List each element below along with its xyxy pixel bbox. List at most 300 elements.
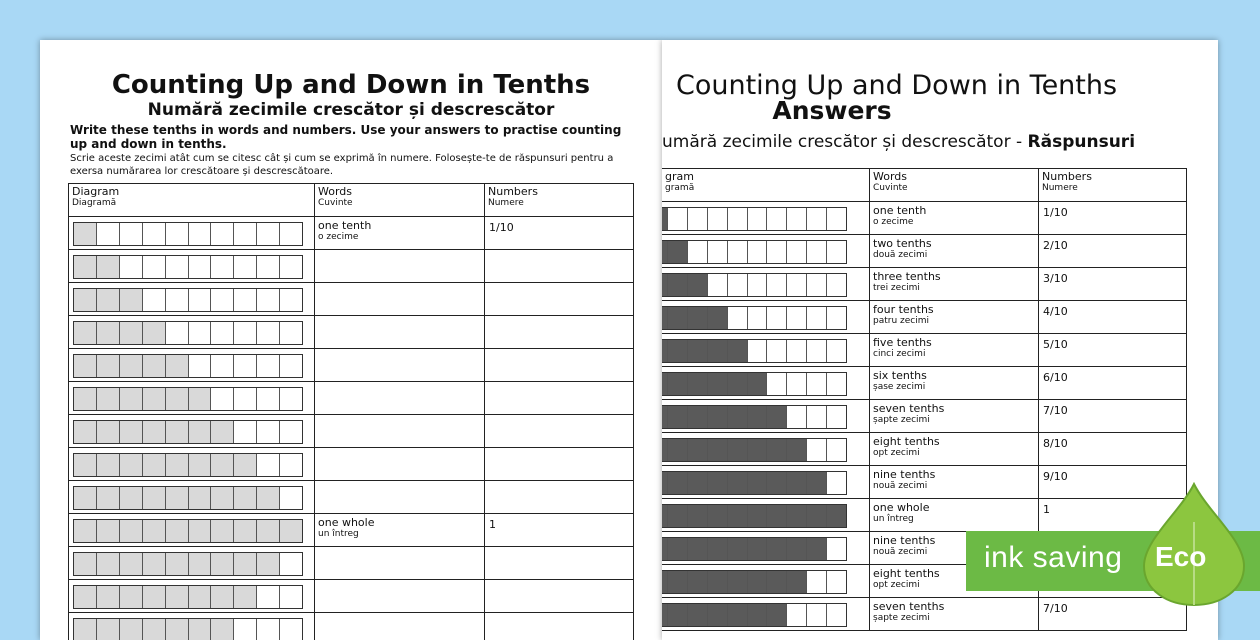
tenth-segment-filled bbox=[120, 553, 143, 575]
tenth-segment-filled bbox=[234, 553, 257, 575]
tenth-segment-filled bbox=[728, 505, 748, 527]
tenth-segment-filled bbox=[143, 322, 166, 344]
tenth-segment-empty bbox=[280, 454, 302, 476]
tenth-segment-empty bbox=[807, 439, 827, 461]
table-row bbox=[69, 580, 634, 613]
words-cell[interactable] bbox=[870, 433, 1039, 466]
number-answer: 3/10 bbox=[1043, 272, 1183, 285]
words-cell[interactable] bbox=[870, 598, 1039, 631]
words-cell[interactable] bbox=[870, 268, 1039, 301]
words-cell[interactable] bbox=[870, 400, 1039, 433]
tenths-bar bbox=[73, 387, 303, 411]
tenth-segment-filled bbox=[767, 505, 787, 527]
tenth-segment-filled bbox=[120, 586, 143, 608]
tenth-segment-filled bbox=[728, 571, 748, 593]
tenth-segment-filled bbox=[166, 355, 189, 377]
numbers-cell[interactable] bbox=[1039, 433, 1187, 466]
numbers-cell[interactable] bbox=[485, 250, 634, 283]
tenth-segment-empty bbox=[807, 274, 827, 296]
tenth-segment-empty bbox=[234, 289, 257, 311]
tenth-segment-empty bbox=[280, 553, 302, 575]
numbers-cell[interactable] bbox=[1039, 202, 1187, 235]
tenths-bar bbox=[73, 486, 303, 510]
tenth-segment-filled bbox=[668, 439, 688, 461]
number-answer: 1/10 bbox=[489, 221, 630, 234]
tenth-segment-filled bbox=[234, 520, 257, 542]
eco-label: Eco bbox=[1155, 541, 1206, 573]
numbers-header bbox=[485, 184, 634, 217]
words-cell[interactable] bbox=[315, 283, 485, 316]
tenth-segment-empty bbox=[280, 256, 302, 278]
tenth-segment-filled bbox=[97, 289, 120, 311]
tenth-segment-filled bbox=[234, 586, 257, 608]
tenth-segment-filled bbox=[74, 388, 97, 410]
tenth-segment-filled bbox=[166, 586, 189, 608]
tenth-segment-filled bbox=[708, 505, 728, 527]
tenth-segment-filled bbox=[688, 340, 708, 362]
number-answer: 1 bbox=[489, 518, 630, 531]
tenth-segment-empty bbox=[787, 604, 807, 626]
tenths-bar bbox=[73, 585, 303, 609]
words-cell[interactable] bbox=[870, 466, 1039, 499]
words-cell[interactable] bbox=[315, 250, 485, 283]
tenth-segment-empty bbox=[688, 208, 708, 230]
word-answer-romanian: opt zecimi bbox=[873, 448, 1035, 458]
tenths-bar bbox=[73, 321, 303, 345]
table-row bbox=[662, 367, 1187, 400]
table-row bbox=[662, 235, 1187, 268]
tenths-bar bbox=[662, 603, 847, 627]
tenth-segment-empty bbox=[827, 406, 846, 428]
table-row bbox=[662, 598, 1187, 631]
word-answer: five tenths bbox=[873, 336, 1035, 349]
words-cell[interactable] bbox=[315, 514, 485, 547]
word-answer-romanian: șapte zecimi bbox=[873, 613, 1035, 623]
tenths-bar bbox=[73, 420, 303, 444]
tenth-segment-filled bbox=[688, 373, 708, 395]
numbers-cell[interactable] bbox=[485, 415, 634, 448]
tenth-segment-empty bbox=[767, 340, 787, 362]
header-diagram-en: gram bbox=[665, 171, 866, 183]
diagram-cell bbox=[662, 400, 870, 433]
tenth-segment-empty bbox=[234, 256, 257, 278]
tenth-segment-filled bbox=[668, 472, 688, 494]
tenth-segment-empty bbox=[234, 223, 257, 245]
diagram-cell bbox=[69, 547, 315, 580]
tenth-segment-filled bbox=[668, 538, 688, 560]
words-cell[interactable] bbox=[315, 481, 485, 514]
tenth-segment-filled bbox=[120, 289, 143, 311]
answers-subtitle: Answers bbox=[662, 97, 1002, 125]
words-cell[interactable] bbox=[315, 613, 485, 640]
tenth-segment-empty bbox=[767, 274, 787, 296]
tenth-segment-empty bbox=[143, 289, 166, 311]
numbers-cell[interactable] bbox=[1039, 367, 1187, 400]
tenth-segment-filled bbox=[807, 505, 827, 527]
numbers-cell[interactable] bbox=[485, 580, 634, 613]
tenth-segment-filled bbox=[688, 538, 708, 560]
tenth-segment-filled bbox=[120, 388, 143, 410]
word-answer-romanian: un întreg bbox=[873, 514, 1035, 524]
worksheet-title: Counting Up and Down in Tenths bbox=[40, 70, 662, 100]
word-answer: seven tenths bbox=[873, 402, 1035, 415]
tenth-segment-empty bbox=[257, 355, 280, 377]
words-cell[interactable] bbox=[315, 448, 485, 481]
word-answer: seven tenths bbox=[873, 600, 1035, 613]
word-answer-romanian: cinci zecimi bbox=[873, 349, 1035, 359]
tenth-segment-empty bbox=[120, 256, 143, 278]
tenths-bar bbox=[73, 255, 303, 279]
header-words-ro: Cuvinte bbox=[318, 198, 481, 208]
tenth-segment-filled bbox=[74, 256, 97, 278]
tenth-segment-empty bbox=[257, 454, 280, 476]
tenth-segment-filled bbox=[688, 274, 708, 296]
tenth-segment-filled bbox=[708, 406, 728, 428]
header-words-en: Words bbox=[873, 171, 1035, 183]
word-answer-romanian: nouă zecimi bbox=[873, 547, 1035, 557]
tenth-segment-empty bbox=[767, 241, 787, 263]
tenth-segment-filled bbox=[668, 241, 688, 263]
word-answer: three tenths bbox=[873, 270, 1035, 283]
tenth-segment-filled bbox=[74, 553, 97, 575]
tenth-segment-empty bbox=[827, 571, 846, 593]
tenth-segment-empty bbox=[189, 322, 212, 344]
tenth-segment-filled bbox=[120, 421, 143, 443]
tenth-segment-filled bbox=[166, 454, 189, 476]
tenth-segment-filled bbox=[708, 604, 728, 626]
subtitle-ro-prefix: umără zecimile crescător și descrescător - bbox=[662, 132, 1028, 152]
worksheet-questions bbox=[40, 40, 662, 640]
tenth-segment-empty bbox=[807, 307, 827, 329]
diagram-cell bbox=[69, 349, 315, 382]
answers-table bbox=[68, 183, 634, 640]
diagram-cell bbox=[662, 565, 870, 598]
word-answer-romanian: trei zecimi bbox=[873, 283, 1035, 293]
numbers-cell[interactable] bbox=[1039, 268, 1187, 301]
number-answer: 7/10 bbox=[1043, 602, 1183, 615]
header-numbers-en: Numbers bbox=[1042, 171, 1183, 183]
tenth-segment-empty bbox=[767, 208, 787, 230]
diagram-cell bbox=[662, 499, 870, 532]
tenth-segment-filled bbox=[211, 586, 234, 608]
tenth-segment-empty bbox=[189, 355, 212, 377]
table-row bbox=[69, 250, 634, 283]
tenth-segment-filled bbox=[767, 571, 787, 593]
words-cell[interactable] bbox=[315, 217, 485, 250]
words-header bbox=[870, 169, 1039, 202]
words-cell[interactable] bbox=[315, 316, 485, 349]
numbers-cell[interactable] bbox=[485, 547, 634, 580]
tenth-segment-filled bbox=[767, 439, 787, 461]
diagram-cell bbox=[69, 283, 315, 316]
words-cell[interactable] bbox=[315, 349, 485, 382]
words-cell[interactable] bbox=[870, 235, 1039, 268]
tenth-segment-empty bbox=[97, 223, 120, 245]
diagram-cell bbox=[662, 433, 870, 466]
word-answer: two tenths bbox=[873, 237, 1035, 250]
tenth-segment-filled bbox=[257, 487, 280, 509]
word-answer-romanian: două zecimi bbox=[873, 250, 1035, 260]
word-answer-romanian: un întreg bbox=[318, 529, 481, 539]
tenth-segment-filled bbox=[120, 355, 143, 377]
tenth-segment-empty bbox=[748, 208, 768, 230]
tenth-segment-filled bbox=[280, 520, 302, 542]
tenth-segment-filled bbox=[143, 586, 166, 608]
tenth-segment-empty bbox=[143, 256, 166, 278]
tenths-bar bbox=[73, 222, 303, 246]
tenth-segment-filled bbox=[97, 388, 120, 410]
tenth-segment-filled bbox=[688, 571, 708, 593]
tenth-segment-empty bbox=[748, 307, 768, 329]
tenth-segment-filled bbox=[708, 307, 728, 329]
tenth-segment-empty bbox=[728, 307, 748, 329]
words-cell[interactable] bbox=[315, 580, 485, 613]
numbers-cell[interactable] bbox=[485, 613, 634, 640]
tenth-segment-filled bbox=[211, 454, 234, 476]
tenth-segment-filled bbox=[668, 373, 688, 395]
words-cell[interactable] bbox=[870, 367, 1039, 400]
number-answer: 7/10 bbox=[1043, 404, 1183, 417]
tenth-segment-empty bbox=[787, 307, 807, 329]
header-numbers-ro: Numere bbox=[1042, 183, 1183, 193]
tenth-segment-empty bbox=[211, 388, 234, 410]
diagram-cell bbox=[69, 250, 315, 283]
header-numbers-en: Numbers bbox=[488, 186, 630, 198]
tenth-segment-filled bbox=[74, 421, 97, 443]
tenth-segment-filled bbox=[234, 487, 257, 509]
tenth-segment-filled bbox=[748, 472, 768, 494]
word-answer: one whole bbox=[318, 516, 481, 529]
word-answer-romanian: șapte zecimi bbox=[873, 415, 1035, 425]
table-row bbox=[69, 349, 634, 382]
tenth-segment-filled bbox=[143, 520, 166, 542]
tenth-segment-filled bbox=[189, 454, 212, 476]
tenth-segment-filled bbox=[688, 472, 708, 494]
diagram-cell bbox=[69, 514, 315, 547]
tenth-segment-empty bbox=[807, 373, 827, 395]
tenth-segment-filled bbox=[97, 355, 120, 377]
word-answer: six tenths bbox=[873, 369, 1035, 382]
tenth-segment-empty bbox=[748, 241, 768, 263]
tenth-segment-filled bbox=[74, 454, 97, 476]
diagram-cell bbox=[69, 481, 315, 514]
tenth-segment-filled bbox=[211, 487, 234, 509]
word-answer: nine tenths bbox=[873, 468, 1035, 481]
tenth-segment-filled bbox=[767, 538, 787, 560]
tenth-segment-empty bbox=[767, 373, 787, 395]
tenth-segment-empty bbox=[280, 487, 302, 509]
words-cell[interactable] bbox=[315, 415, 485, 448]
numbers-cell[interactable] bbox=[485, 349, 634, 382]
tenth-segment-empty bbox=[280, 586, 302, 608]
tenth-segment-filled bbox=[166, 553, 189, 575]
tenth-segment-filled bbox=[120, 454, 143, 476]
tenth-segment-empty bbox=[787, 373, 807, 395]
tenth-segment-filled bbox=[708, 340, 728, 362]
numbers-cell[interactable] bbox=[485, 283, 634, 316]
tenth-segment-filled bbox=[748, 439, 768, 461]
tenth-segment-empty bbox=[787, 274, 807, 296]
tenth-segment-filled bbox=[166, 520, 189, 542]
tenths-bar bbox=[73, 354, 303, 378]
diagram-header bbox=[662, 169, 870, 202]
numbers-cell[interactable] bbox=[485, 316, 634, 349]
tenth-segment-filled bbox=[143, 454, 166, 476]
diagram-cell bbox=[662, 598, 870, 631]
tenth-segment-empty bbox=[257, 421, 280, 443]
tenth-segment-empty bbox=[280, 355, 302, 377]
tenth-segment-filled bbox=[787, 538, 807, 560]
tenth-segment-empty bbox=[807, 241, 827, 263]
words-header bbox=[315, 184, 485, 217]
tenth-segment-empty bbox=[234, 355, 257, 377]
tenth-segment-filled bbox=[166, 487, 189, 509]
tenth-segment-empty bbox=[280, 388, 302, 410]
words-cell[interactable] bbox=[870, 334, 1039, 367]
tenth-segment-empty bbox=[189, 256, 212, 278]
tenth-segment-filled bbox=[189, 586, 212, 608]
tenth-segment-empty bbox=[143, 223, 166, 245]
tenth-segment-empty bbox=[280, 421, 302, 443]
instructions-english: Write these tenths in words and numbers. Use your answers to practise counting up and down in tenths. bbox=[70, 123, 636, 151]
subtitle-ro-bold: Răspunsuri bbox=[1028, 132, 1136, 152]
word-answer: eight tenths bbox=[873, 567, 1035, 580]
word-answer: one tenth bbox=[873, 204, 1035, 217]
tenth-segment-empty bbox=[257, 223, 280, 245]
tenth-segment-empty bbox=[728, 208, 748, 230]
tenth-segment-empty bbox=[280, 289, 302, 311]
tenth-segment-empty bbox=[211, 355, 234, 377]
tenths-bar bbox=[662, 471, 847, 495]
diagram-cell bbox=[69, 217, 315, 250]
word-answer: eight tenths bbox=[873, 435, 1035, 448]
tenth-segment-filled bbox=[728, 538, 748, 560]
table-row bbox=[69, 547, 634, 580]
numbers-cell[interactable] bbox=[485, 217, 634, 250]
table-row bbox=[69, 613, 634, 640]
tenth-segment-filled bbox=[97, 454, 120, 476]
tenth-segment-filled bbox=[97, 487, 120, 509]
tenth-segment-filled bbox=[74, 289, 97, 311]
tenth-segment-filled bbox=[728, 406, 748, 428]
tenth-segment-empty bbox=[748, 340, 768, 362]
header-diagram-ro: Diagramă bbox=[72, 198, 311, 208]
word-answer-romanian: nouă zecimi bbox=[873, 481, 1035, 491]
tenths-bar bbox=[662, 372, 847, 396]
table-row bbox=[662, 433, 1187, 466]
tenth-segment-empty bbox=[708, 208, 728, 230]
diagram-cell bbox=[69, 415, 315, 448]
numbers-cell[interactable] bbox=[1039, 334, 1187, 367]
tenth-segment-filled bbox=[708, 472, 728, 494]
tenths-bar bbox=[73, 288, 303, 312]
tenth-segment-filled bbox=[74, 322, 97, 344]
tenth-segment-filled bbox=[189, 553, 212, 575]
tenth-segment-filled bbox=[728, 604, 748, 626]
answers-subtitle-romanian bbox=[662, 132, 1135, 152]
numbers-cell[interactable] bbox=[485, 481, 634, 514]
numbers-cell[interactable] bbox=[485, 382, 634, 415]
tenth-segment-filled bbox=[97, 520, 120, 542]
words-cell[interactable] bbox=[870, 499, 1039, 532]
tenths-bar bbox=[662, 306, 847, 330]
tenth-segment-filled bbox=[211, 421, 234, 443]
numbers-cell[interactable] bbox=[1039, 400, 1187, 433]
header-diagram-ro: gramă bbox=[665, 183, 866, 193]
words-cell[interactable] bbox=[315, 382, 485, 415]
tenth-segment-filled bbox=[74, 223, 97, 245]
instructions-romanian: Scrie aceste zecimi atât cum se citesc cât și cum se exprimă în numere. Folosește-te de răspunsuri pentru a exersa numărarea lor crescătoare și descrescătoare. bbox=[70, 152, 636, 178]
tenth-segment-filled bbox=[211, 520, 234, 542]
words-cell[interactable] bbox=[315, 547, 485, 580]
tenth-segment-filled bbox=[728, 472, 748, 494]
diagram-cell bbox=[662, 235, 870, 268]
tenth-segment-empty bbox=[728, 274, 748, 296]
tenth-segment-filled bbox=[728, 373, 748, 395]
diagram-cell bbox=[662, 301, 870, 334]
numbers-cell[interactable] bbox=[1039, 235, 1187, 268]
number-answer: 9/10 bbox=[1043, 470, 1183, 483]
tenth-segment-filled bbox=[189, 421, 212, 443]
tenth-segment-empty bbox=[827, 241, 846, 263]
tenth-segment-filled bbox=[708, 538, 728, 560]
tenth-segment-filled bbox=[166, 421, 189, 443]
tenth-segment-empty bbox=[827, 538, 846, 560]
number-answer: 5/10 bbox=[1043, 338, 1183, 351]
tenth-segment-filled bbox=[97, 256, 120, 278]
tenth-segment-filled bbox=[234, 454, 257, 476]
tenth-segment-empty bbox=[787, 406, 807, 428]
tenth-segment-filled bbox=[97, 586, 120, 608]
tenth-segment-empty bbox=[807, 571, 827, 593]
tenth-segment-filled bbox=[688, 505, 708, 527]
tenth-segment-filled bbox=[143, 355, 166, 377]
diagram-cell bbox=[662, 367, 870, 400]
tenth-segment-empty bbox=[189, 223, 212, 245]
tenth-segment-empty bbox=[827, 472, 846, 494]
tenth-segment-empty bbox=[688, 241, 708, 263]
tenth-segment-filled bbox=[708, 571, 728, 593]
word-answer-romanian: o zecime bbox=[318, 232, 481, 242]
numbers-cell[interactable] bbox=[485, 448, 634, 481]
tenth-segment-filled bbox=[787, 439, 807, 461]
words-cell[interactable] bbox=[870, 202, 1039, 235]
numbers-cell[interactable] bbox=[485, 514, 634, 547]
tenth-segment-empty bbox=[234, 388, 257, 410]
words-cell[interactable] bbox=[870, 301, 1039, 334]
table-row bbox=[69, 481, 634, 514]
tenth-segment-filled bbox=[787, 505, 807, 527]
tenth-segment-empty bbox=[189, 289, 212, 311]
tenth-segment-filled bbox=[97, 322, 120, 344]
tenths-bar bbox=[662, 339, 847, 363]
tenth-segment-empty bbox=[787, 208, 807, 230]
tenth-segment-empty bbox=[767, 307, 787, 329]
word-answer-romanian: opt zecimi bbox=[873, 580, 1035, 590]
tenth-segment-empty bbox=[708, 241, 728, 263]
diagram-header bbox=[69, 184, 315, 217]
tenth-segment-filled bbox=[189, 520, 212, 542]
tenth-segment-filled bbox=[728, 439, 748, 461]
diagram-cell bbox=[69, 382, 315, 415]
tenth-segment-filled bbox=[748, 538, 768, 560]
tenth-segment-filled bbox=[97, 553, 120, 575]
numbers-cell[interactable] bbox=[1039, 301, 1187, 334]
tenth-segment-empty bbox=[668, 208, 688, 230]
tenth-segment-filled bbox=[257, 553, 280, 575]
tenth-segment-empty bbox=[234, 322, 257, 344]
table-row bbox=[662, 400, 1187, 433]
